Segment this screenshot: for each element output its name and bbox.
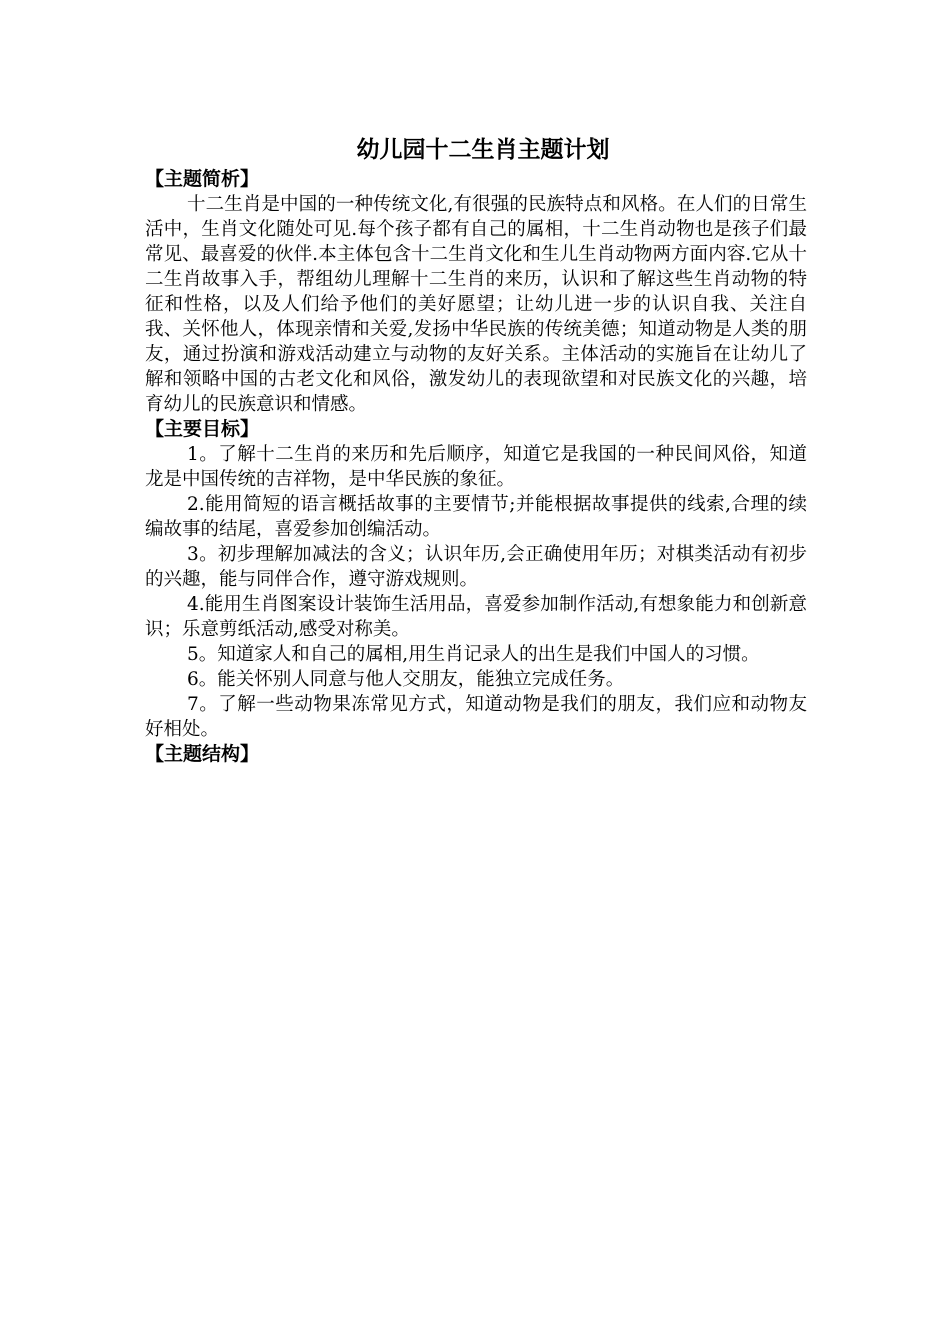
- goal-item-1: 1。了解十二生肖的来历和先后顺序，知道它是我国的一种民间风俗，知道龙是中国传统的吉祥物，是中华民族的象征。: [145, 444, 807, 490]
- section-heading-structure: 【主题结构】: [145, 743, 260, 765]
- goal-item-3: 3。初步理解加减法的含义；认识年历,会正确使用年历；对棋类活动有初步的兴趣，能与同伴合作，遵守游戏规则。: [145, 544, 807, 590]
- section-heading-goals: 【主要目标】: [145, 418, 260, 440]
- overview-paragraph: 十二生肖是中国的一种传统文化,有很强的民族特点和风格。在人们的日常生活中，生肖文化随处可见.每个孩子都有自己的属相，十二生肖动物也是孩子们最常见、最喜爱的伙伴.本主体包含十二生肖文化和生儿生肖动物两方面内容.它从十二生肖故事入手，帮组幼儿理解十二生肖的来历，认识和了解这些生肖动物的特征和性格，以及人们给予他们的美好愿望；让幼儿进一步的认识自我、关注自我、关怀他人，体现亲情和关爱,发扬中华民族的传统美德；知道动物是人类的朋友，通过扮演和游戏活动建立与动物的友好关系。主体活动的实施旨在让幼儿了解和领略中国的古老文化和风俗，激发幼儿的表现欲望和对民族文化的兴趣，培育幼儿的民族意识和情感。: [145, 194, 807, 415]
- goal-item-6: 6。能关怀别人同意与他人交朋友，能独立完成任务。: [187, 669, 625, 690]
- goal-item-4: 4.能用生肖图案设计装饰生活用品，喜爱参加制作活动,有想象能力和创新意识；乐意剪纸活动,感受对称美。: [145, 594, 807, 640]
- goal-item-7: 7。了解一些动物果冻常见方式，知道动物是我们的朋友，我们应和动物友好相处。: [145, 694, 807, 740]
- section-heading-overview: 【主题简析】: [145, 168, 260, 190]
- document-page: [145, 133, 807, 767]
- document-title: 幼儿园十二生肖主题计划: [356, 137, 610, 163]
- goal-item-2: 2.能用简短的语言概括故事的主要情节;并能根据故事提供的线索,合理的续编故事的结尾，喜爱参加创编活动。: [145, 494, 807, 540]
- goal-item-5: 5。知道家人和自己的属相,用生肖记录人的出生是我们中国人的习惯。: [187, 644, 760, 665]
